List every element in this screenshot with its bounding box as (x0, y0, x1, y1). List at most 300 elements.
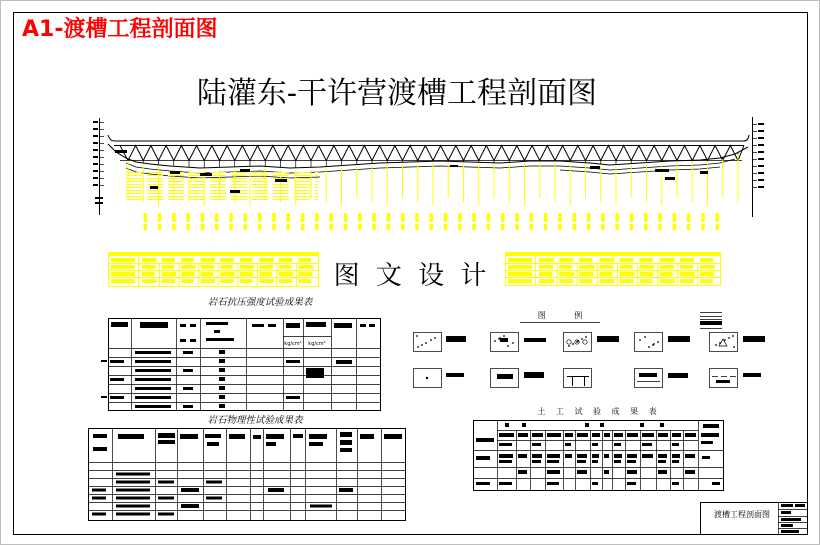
profile-annotation-mark (275, 179, 287, 182)
borehole-label (401, 213, 405, 222)
cell-text-mark (518, 454, 527, 458)
cell-text-mark (206, 497, 222, 500)
cell-text-mark (672, 482, 679, 485)
cell-text-mark (286, 360, 300, 363)
cell-text-mark (116, 505, 150, 508)
legend-dot (430, 339, 432, 341)
cell-text-mark (92, 513, 106, 516)
band-cell-text (700, 258, 713, 262)
cell-text-mark (565, 443, 571, 446)
legend-label-mark (743, 336, 765, 342)
band-cell-text (599, 258, 614, 262)
cell-text-mark (206, 481, 222, 484)
cell-text-mark (92, 489, 106, 492)
borehole-label (701, 213, 705, 222)
borehole-label (472, 213, 476, 222)
cell-text-mark (642, 443, 652, 446)
borehole-label (358, 213, 362, 222)
legend-dot (568, 345, 570, 347)
cell-text-mark (712, 482, 720, 485)
cell-text-mark (219, 359, 225, 363)
cell-text-mark (268, 488, 284, 492)
borehole-label (415, 213, 419, 222)
band-cell-text (220, 258, 234, 262)
cell-text-mark (135, 378, 171, 381)
scale-tick-label (93, 156, 98, 158)
scale-caption-mark (95, 202, 103, 204)
cell-text-mark (565, 433, 573, 437)
profile-annotation-mark (240, 169, 250, 172)
cell-text-mark (658, 460, 666, 463)
band-cell-text (660, 258, 675, 262)
cell-text-mark (266, 434, 284, 439)
cell-text-mark (140, 322, 168, 328)
profile-annotation-mark (115, 150, 127, 153)
cell-text-mark (306, 368, 324, 378)
borehole-label (430, 224, 434, 230)
band-cell-text (599, 272, 612, 276)
rock-compressive-table-title: 岩石抗压强度试验成果表 (207, 297, 313, 308)
band-cell-text (660, 265, 674, 269)
borehole-label (258, 213, 262, 222)
cell-text-mark (180, 324, 186, 327)
band-cell-text (240, 272, 254, 276)
legend-label-mark (668, 336, 690, 342)
cell-text-mark (518, 433, 528, 437)
cell-text-mark (183, 369, 193, 372)
cell-text-mark (476, 482, 490, 485)
cell-text-mark (286, 396, 300, 399)
borehole-label (415, 224, 419, 230)
title-block-field-mark (781, 524, 793, 527)
cell-text-mark (577, 454, 587, 458)
legend-label-mark (743, 373, 761, 377)
borehole-label (601, 213, 605, 222)
cell-text-mark (360, 324, 366, 327)
scale-tick-label (758, 123, 764, 125)
legend-dot (657, 341, 659, 343)
borehole-label (673, 224, 677, 230)
cell-text-mark (135, 351, 171, 354)
legend-dot (434, 337, 436, 339)
cell-text-mark (135, 369, 171, 372)
borehole-label (201, 213, 205, 222)
profile-annotation-mark (655, 169, 669, 172)
band-cell-text (142, 272, 155, 276)
borehole-label (186, 213, 190, 222)
borehole-label (544, 213, 548, 222)
cell-text-mark (286, 323, 300, 328)
band-cell-text (619, 258, 633, 262)
band-cell-text (220, 272, 235, 276)
cell-text-mark (660, 423, 664, 427)
cell-text-mark (476, 456, 490, 460)
borehole-label (716, 224, 720, 230)
cell-text-mark (604, 454, 609, 458)
borehole-label (258, 224, 262, 230)
legend-dot (715, 344, 717, 346)
scale-tick-label (758, 186, 764, 188)
band-cell-text (162, 272, 177, 276)
cell-text-mark (252, 324, 264, 327)
cell-text-mark (310, 505, 332, 508)
legend-mark (716, 380, 730, 383)
band-cell-text (700, 272, 714, 276)
borehole-label (372, 213, 376, 222)
cell-text-mark (158, 433, 175, 438)
borehole-label (144, 213, 148, 222)
borehole-label (673, 213, 677, 222)
profile-annotation-mark (590, 166, 600, 169)
cell-text-mark (190, 339, 196, 342)
cell-text-mark (476, 438, 494, 442)
band-cell-text (181, 258, 194, 262)
scale-tick-label (93, 177, 98, 179)
cell-text-mark (614, 454, 622, 458)
band-cell-text (162, 279, 176, 283)
band-cell-text (619, 279, 633, 283)
band-cell-text (162, 265, 175, 269)
legend-dot (572, 343, 574, 345)
cell-text-mark (190, 324, 196, 327)
borehole-label (158, 224, 162, 230)
legend-dot (644, 336, 646, 338)
title-block-field-mark (781, 511, 791, 514)
cell-text-mark (158, 497, 174, 500)
cell-text-mark (522, 423, 526, 427)
cell-text-mark (334, 323, 352, 328)
cell-text-mark (614, 433, 623, 437)
cell-text-mark (116, 497, 150, 500)
band-cell-text (579, 258, 592, 262)
scale-tick-label (758, 172, 764, 174)
cell-text-mark (672, 454, 680, 458)
cell-text-mark (118, 434, 144, 439)
cell-text-mark (518, 470, 527, 474)
borehole-label (387, 213, 391, 222)
cell-text-mark (369, 324, 375, 327)
cell-text-mark (219, 377, 225, 381)
cell-text-mark (110, 396, 124, 399)
cell-text-mark (93, 434, 107, 438)
scale-tick-label (93, 184, 98, 186)
legend-dot (639, 339, 641, 341)
cell-text-mark (360, 434, 374, 439)
cell-text-mark (499, 454, 513, 458)
cell-text-mark (532, 460, 541, 463)
cell-text-mark (229, 434, 245, 439)
cell-text-mark (266, 442, 276, 446)
cell-text-mark (585, 423, 589, 427)
cell-text-mark (111, 322, 128, 327)
legend-dot (417, 346, 419, 348)
band-cell-text (539, 272, 552, 276)
borehole-label (501, 224, 505, 230)
borehole-label (472, 224, 476, 230)
cell-text-mark (701, 441, 713, 444)
legend-dot (585, 336, 587, 338)
cell-text-mark (207, 442, 219, 446)
cell-text-mark (499, 443, 512, 446)
borehole-label (687, 213, 691, 222)
band-cell-text (298, 258, 311, 262)
band-cell-text (142, 265, 156, 269)
band-cell-text (660, 279, 675, 283)
borehole-label (387, 224, 391, 230)
cell-text-mark (183, 405, 193, 408)
band-cell-text (201, 279, 216, 283)
legend-dot (507, 345, 509, 347)
cell-text-mark (672, 460, 679, 463)
cell-text-mark (577, 470, 587, 474)
cell-text-mark (547, 460, 559, 463)
legend-dot (724, 339, 726, 341)
borehole-label (201, 224, 205, 230)
band-cell-text (539, 258, 554, 262)
borehole-label (601, 224, 605, 230)
borehole-label (215, 224, 219, 230)
cell-text-mark (565, 454, 572, 458)
borehole-label (644, 224, 648, 230)
cell-text-mark (181, 504, 199, 508)
sheet-label: A1-渡槽工程剖面图 (22, 17, 218, 42)
cell-text-mark (340, 448, 352, 452)
cell-text-mark (339, 488, 353, 492)
borehole-label (558, 224, 562, 230)
borehole-label (501, 213, 505, 222)
borehole-label (515, 213, 519, 222)
band-cell-text (599, 279, 614, 283)
borehole-label (287, 224, 291, 230)
cell-text-mark (658, 433, 668, 437)
band-cell-text (220, 279, 234, 283)
band-cell-text (680, 272, 695, 276)
borehole-label (272, 224, 276, 230)
scale-caption-mark (95, 197, 103, 199)
cell-text-mark (93, 447, 107, 451)
cell-text-mark (183, 387, 193, 390)
scale-tick-label (93, 170, 98, 172)
borehole-label (144, 224, 148, 230)
band-cell-text (162, 258, 176, 262)
borehole-label (644, 213, 648, 222)
scale-tick-label (758, 137, 764, 139)
scale-tick-label (758, 151, 764, 153)
scale-tick-label (93, 128, 98, 130)
band-cell-text (181, 272, 195, 276)
cell-text-mark (158, 513, 174, 516)
band-cell-text (619, 272, 634, 276)
cell-text-mark (592, 433, 600, 437)
band-cell-text (201, 258, 216, 262)
borehole-label (558, 213, 562, 222)
band-cell-text (559, 265, 572, 269)
cell-text-mark (499, 433, 514, 437)
band-cell-text (579, 272, 593, 276)
cell-text-mark (547, 454, 560, 458)
cell-text-mark (614, 460, 621, 463)
profile-annotation-mark (150, 186, 158, 189)
cell-text-mark (532, 433, 543, 437)
borehole-label (487, 213, 491, 222)
borehole-label (344, 213, 348, 222)
legend-dot (733, 346, 735, 348)
unit-label: kg/cm² (284, 341, 302, 347)
borehole-label (458, 224, 462, 230)
band-cell-text (259, 272, 272, 276)
band-cell-text (220, 265, 233, 269)
cell-text-mark (703, 424, 719, 428)
band-cell-text (259, 279, 274, 283)
band-cell-text (680, 279, 694, 283)
band-cell-text (579, 279, 592, 283)
cell-text-mark (306, 322, 326, 327)
cell-text-mark (592, 482, 598, 485)
cell-text-mark (640, 423, 644, 427)
band-cell-text (279, 279, 293, 283)
title-block-field-mark (781, 530, 799, 533)
cell-text-mark (685, 470, 695, 474)
title-block-field-mark (795, 504, 805, 507)
borehole-label (358, 224, 362, 230)
cell-text-mark (219, 368, 225, 372)
cell-text-mark (219, 404, 225, 408)
borehole-label (186, 224, 190, 230)
cell-text-mark (110, 378, 124, 381)
legend-mark (497, 374, 513, 379)
title-block-field-mark (781, 504, 793, 507)
borehole-label (244, 224, 248, 230)
borehole-label (716, 213, 720, 222)
legend-label-mark (524, 338, 546, 342)
band-row-label (508, 279, 532, 283)
band-cell-text (201, 265, 215, 269)
cell-text-mark (340, 440, 352, 445)
band-cell-text (279, 265, 292, 269)
cell-text-mark (592, 454, 599, 458)
cell-text-mark (614, 443, 621, 446)
band-cell-text (240, 265, 255, 269)
cell-text-mark (135, 387, 171, 390)
band-cell-text (279, 258, 293, 262)
cell-text-mark (116, 481, 150, 484)
band-row-label (508, 265, 532, 269)
band-cell-text (700, 279, 713, 283)
cell-text-mark (181, 488, 199, 492)
cell-text-mark (702, 456, 710, 459)
band-cell-text (640, 258, 653, 262)
cell-text-mark (627, 433, 638, 437)
cell-text-mark (685, 433, 696, 437)
band-cell-text (298, 265, 313, 269)
band-cell-text (240, 279, 253, 283)
legend-dot (425, 342, 427, 344)
band-cell-text (640, 272, 654, 276)
borehole-label (630, 224, 634, 230)
band-cell-text (559, 272, 574, 276)
band-cell-text (298, 272, 312, 276)
cell-text-mark (627, 470, 637, 474)
band-row-label (111, 265, 135, 269)
band-cell-text (660, 272, 673, 276)
band-cell-text (259, 265, 273, 269)
cell-text-mark (116, 489, 150, 492)
watermark-text: 图 文 设 计 (333, 261, 491, 291)
cell-text-mark (499, 460, 512, 463)
scale-tick-label (93, 163, 98, 165)
unit-label: kg/cm² (308, 341, 326, 347)
cell-text-mark (253, 435, 261, 439)
profile-annotation-mark (170, 171, 180, 174)
legend-dot (512, 342, 514, 344)
cell-text-mark (180, 434, 198, 439)
cell-text-mark (214, 330, 220, 333)
borehole-label (287, 213, 291, 222)
borehole-label (630, 213, 634, 222)
borehole-label (587, 224, 591, 230)
cell-text-mark (309, 434, 327, 439)
band-row-label (508, 258, 532, 262)
cell-text-mark (547, 482, 559, 485)
band-cell-text (579, 265, 594, 269)
legend-dot (581, 338, 583, 340)
legend-label-mark (597, 336, 619, 342)
borehole-label (701, 224, 705, 230)
cell-text-mark (340, 432, 352, 437)
cell-text-mark (92, 497, 106, 500)
borehole-label (172, 224, 176, 230)
borehole-label (515, 224, 519, 230)
band-cell-text (142, 279, 157, 283)
scale-tick-label (758, 158, 764, 160)
cell-text-mark (627, 454, 637, 458)
scale-tick-label (93, 149, 98, 151)
cell-text-mark (110, 360, 124, 363)
cell-text-mark (592, 443, 598, 446)
borehole-label (530, 224, 534, 230)
cell-text-mark (547, 433, 561, 437)
band-cell-text (700, 265, 715, 269)
borehole-label (401, 224, 405, 230)
cell-text-mark (701, 433, 719, 437)
cell-text-mark (532, 443, 541, 446)
cell-text-mark (158, 481, 174, 484)
legend-label-mark (446, 373, 464, 377)
cell-text-mark (180, 339, 186, 342)
cell-text-mark (499, 482, 512, 485)
legend-label-mark (524, 372, 544, 378)
borehole-label (215, 213, 219, 222)
borehole-label (587, 213, 591, 222)
profile-annotation-mark (230, 190, 240, 193)
legend-title: 图 例 (537, 311, 583, 320)
scale-tick-label (758, 144, 764, 146)
band-cell-text (181, 279, 194, 283)
borehole-label (244, 213, 248, 222)
band-header-strip (505, 252, 720, 256)
cell-text-mark (135, 360, 171, 363)
band-cell-text (259, 258, 274, 262)
scale-tick-label (93, 135, 98, 137)
cell-text-mark (116, 513, 150, 516)
borehole-label (158, 213, 162, 222)
cell-text-mark (116, 473, 150, 476)
cell-text-mark (206, 338, 234, 341)
band-cell-text (559, 279, 573, 283)
band-cell-text (640, 265, 655, 269)
legend-dot (732, 335, 734, 337)
band-header-strip (108, 252, 318, 256)
